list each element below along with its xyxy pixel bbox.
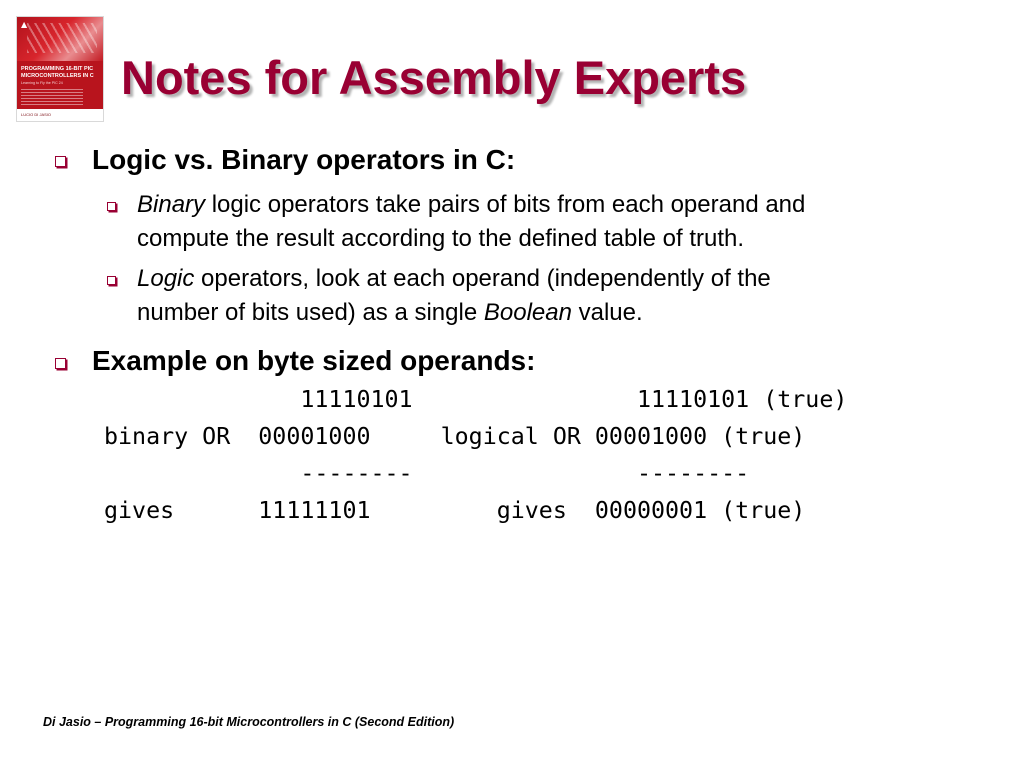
emphasis-boolean: Boolean (483, 299, 572, 326)
publisher-logo-icon: ▲ (21, 20, 28, 29)
sub-bullet-logic (137, 262, 771, 330)
cover-art (17, 17, 103, 61)
code-line-4: gives 11111101 gives 00000001 (true) (104, 497, 806, 524)
book-cover-image (17, 17, 103, 121)
footer-credit: Di Jasio – Programming 16-bit Microcontrollers in C (Second Edition) (43, 715, 455, 729)
sub-bullet-logic-text-2: number of bits used) as a single (137, 299, 484, 326)
sub-bullet-logic-line-2 (137, 296, 771, 330)
sub-bullet-binary (137, 188, 805, 256)
code-line-2: binary OR 00001000 logical OR 00001000 (true) (104, 423, 806, 450)
code-line-1: 11110101 11110101 (true) (104, 386, 848, 413)
sub-bullet-logic-text-3: value. (571, 299, 643, 326)
emphasis-binary: Binary (137, 191, 206, 218)
cover-subtitle: Learning to Fly the PIC 24 (21, 81, 63, 85)
sub-bullet-logic-text: operators, look at each operand (independently of the (194, 265, 771, 292)
code-line-3: -------- -------- (104, 460, 750, 487)
cover-title: PROGRAMMING 16-BIT PIC MICROCONTROLLERS IN C (21, 66, 94, 79)
bullet-marker-icon (55, 156, 66, 167)
emphasis-logic: Logic (137, 265, 195, 292)
sub-bullet-binary-line-2: compute the result according to the defined table of truth. (137, 225, 745, 252)
slide-title: Notes for Assembly Experts (121, 51, 747, 104)
sub-bullet-logic-line-1 (137, 262, 771, 296)
bullet-example: Example on byte sized operands: (92, 345, 536, 376)
bullet-logic-vs-binary: Logic vs. Binary operators in C: (92, 144, 516, 175)
bullet-marker-icon (55, 358, 66, 369)
cover-author: LUCIO DI JASIO (21, 112, 52, 117)
cover-decoration (21, 89, 83, 105)
sub-bullet-binary-text: logic operators take pairs of bits from each operand and (205, 191, 806, 218)
sub-bullet-marker-icon (107, 202, 116, 211)
sub-bullet-marker-icon (107, 276, 116, 285)
sub-bullet-binary-line-1 (137, 188, 805, 222)
cover-title-band (17, 61, 103, 109)
code-example (104, 381, 847, 529)
